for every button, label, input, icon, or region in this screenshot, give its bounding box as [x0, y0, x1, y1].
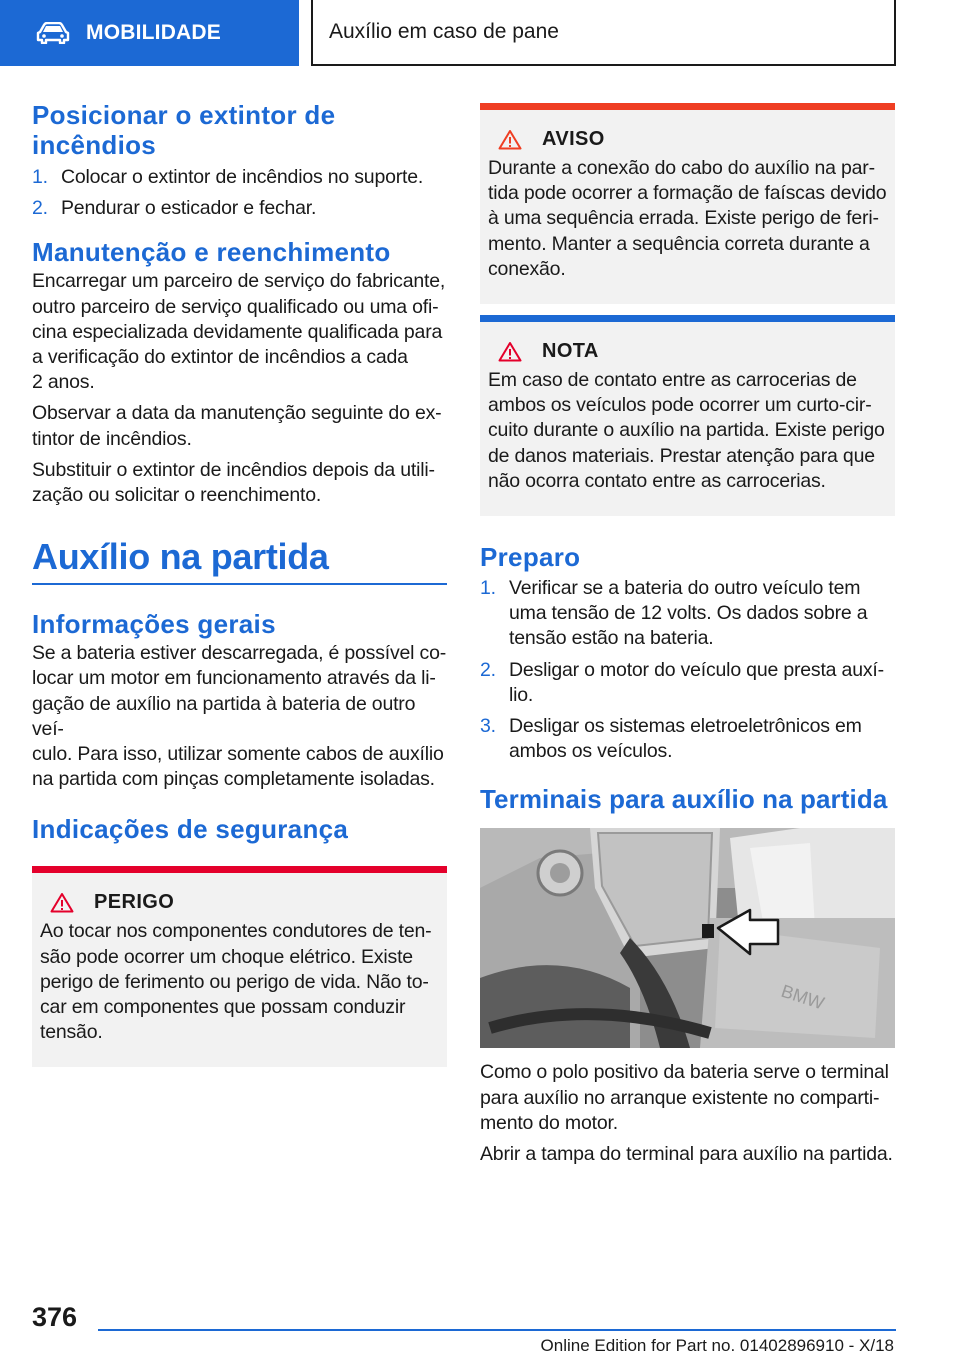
paragraph: Substituir o extintor de incêndios depois da utili- zação ou solicitar o reenchimento.	[32, 458, 435, 507]
paragraph: Abrir a tampa do terminal para auxílio na partida.	[480, 1143, 893, 1166]
list-item: 1. Colocar o extintor de incêndios no suporte.	[32, 166, 424, 188]
preparo-steps	[480, 576, 895, 764]
notice-perigo	[32, 866, 447, 1067]
paragraph: Se a bateria estiver descarregada, é possível co- locar um motor em funcionamento através da li- gação de auxílio na partida à bateria de outro veí- culo. Para isso, utilizar somente cabos de auxílio na partida com pinças completamente isoladas.	[32, 642, 447, 791]
notice-title: AVISO	[542, 127, 605, 150]
warning-icon	[498, 129, 522, 150]
heading-indicacoes-seguranca: Indicações de segurança	[32, 814, 349, 845]
chapter-box	[311, 0, 896, 66]
heading-manutencao: Manutenção e reenchimento	[32, 237, 391, 268]
heading-terminais: Terminais para auxílio na partida	[480, 784, 888, 815]
notice-bar	[32, 866, 447, 873]
notice-nota	[480, 315, 895, 516]
extintor-steps	[32, 165, 447, 221]
notice-bar	[480, 315, 895, 322]
list-item: 3. Desligar os sistemas eletroeletrônicos em ambos os veículos.	[480, 715, 862, 763]
notice-title: PERIGO	[94, 890, 175, 913]
list-item: 2. Pendurar o esticador e fechar.	[32, 197, 317, 220]
page-header	[0, 0, 960, 66]
heading-preparo: Preparo	[480, 542, 581, 573]
warning-icon	[498, 341, 522, 362]
notice-text: Ao tocar nos componentes condutores de ten- são pode ocorrer um choque elétrico. Existe perigo de ferimento ou perigo de vida. Não to- car em componentes que possam conduzir tensão.	[40, 920, 432, 1044]
photo-label: BMW	[778, 981, 827, 1014]
heading-posicionar-extintor: Posicionar o extintor de incêndios	[32, 100, 336, 160]
section-tab	[0, 0, 299, 66]
list-item: 2. Desligar o motor do veículo que presta auxí- lio.	[480, 658, 884, 706]
notice-aviso	[480, 103, 895, 304]
left-column	[32, 100, 447, 1067]
footer-rule	[98, 1329, 896, 1331]
heading-auxilio-partida: Auxílio na partida	[32, 536, 329, 578]
car-icon	[36, 22, 70, 44]
notice-title: NOTA	[542, 339, 599, 362]
paragraph: Encarregar um parceiro de serviço do fabricante, outro parceiro de serviço qualificado ou uma ofi- cina especializada devidamente qualificada para a verificação do extintor de incêndios a cada 2 anos.	[32, 270, 446, 394]
heading-rule	[32, 583, 447, 585]
paragraph: Como o polo positivo da bateria serve o terminal para auxílio no arranque existente no comparti- mento do motor.	[480, 1061, 889, 1134]
notice-text: Em caso de contato entre as carrocerias de ambos os veículos pode ocorrer um curto-cir- cuito durante o auxílio na partida. Existe perigo de danos materiais. Prestar atenção para que não ocorra contato entre as carrocerias.	[488, 369, 885, 492]
edition-note: Online Edition for Part no. 01402896910 - X/18	[540, 1336, 894, 1355]
list-item: 1. Verificar se a bateria do outro veículo tem uma tensão de 12 volts. Os dados sobre a tensão estão na bateria.	[480, 577, 868, 650]
paragraph: Observar a data da manutenção seguinte do ex- tintor de incêndios.	[32, 402, 442, 450]
section-title: MOBILIDADE	[86, 21, 221, 44]
heading-informacoes-gerais: Informações gerais	[32, 609, 276, 640]
page-number: 376	[32, 1302, 78, 1332]
notice-text: Durante a conexão do cabo do auxílio na par- tida pode ocorrer a formação de faíscas devido à uma sequência errada. Existe perigo de feri- mento. Manter a sequência correta durante a conexão.	[488, 157, 887, 280]
right-column	[480, 100, 895, 1167]
chapter-title: Auxílio em caso de pane	[329, 20, 559, 43]
warning-icon	[50, 892, 74, 913]
notice-bar	[480, 103, 895, 110]
engine-compartment-photo	[480, 828, 895, 1048]
